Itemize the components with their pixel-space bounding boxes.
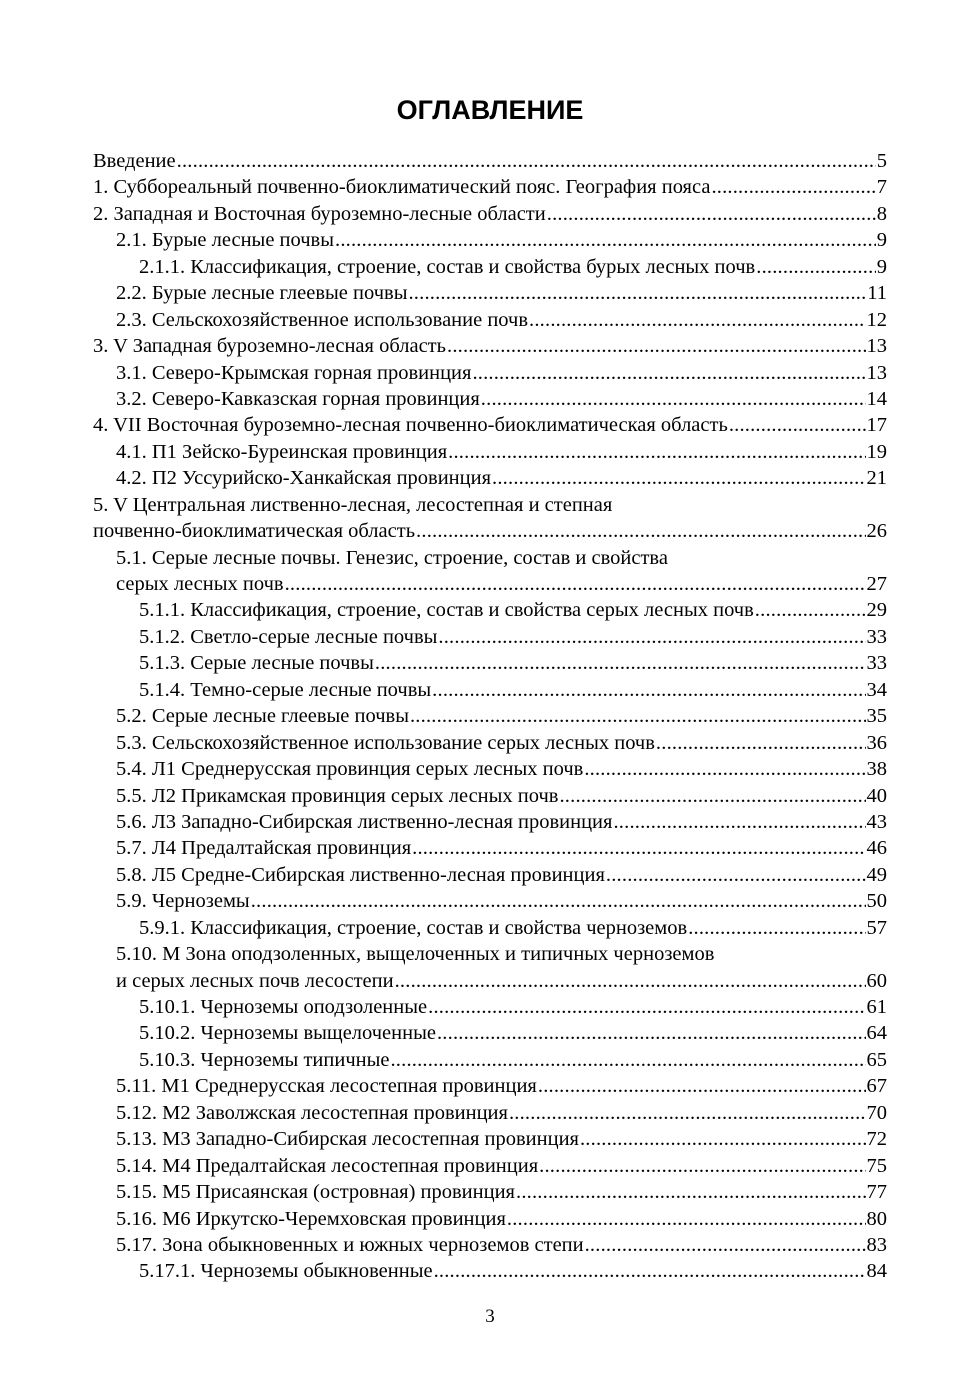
toc-entry-title-continuation: почвенно-биоклиматическая область bbox=[93, 520, 416, 543]
toc-entry-title: 5.6. Л3 Западно-Сибирская лиственно-лесная провинция bbox=[116, 810, 613, 833]
toc-entry-title: 2.1. Бурые лесные почвы bbox=[116, 229, 334, 252]
dot-leader bbox=[335, 227, 876, 253]
toc-entry-title: 5.1.3. Серые лесные почвы bbox=[139, 652, 374, 675]
toc-entry-title: Введение bbox=[93, 150, 176, 172]
toc-entry bbox=[93, 254, 887, 280]
toc-entry bbox=[93, 1179, 887, 1205]
toc-entry-page: 75 bbox=[866, 1154, 887, 1177]
dot-leader bbox=[516, 1179, 866, 1205]
toc-entry-page: 33 bbox=[866, 652, 887, 675]
toc-entry bbox=[93, 809, 887, 835]
toc-entry-heading-line bbox=[93, 545, 887, 571]
toc-entry bbox=[93, 968, 887, 994]
toc-entry-page: 27 bbox=[866, 573, 887, 595]
toc-entry-title: 4.1. П1 Зейско-Буреинская провинция bbox=[116, 440, 448, 463]
toc-entry bbox=[93, 386, 887, 412]
dot-leader bbox=[507, 1206, 866, 1232]
dot-leader bbox=[559, 783, 865, 809]
toc-entry bbox=[93, 307, 887, 333]
toc-entry-title: 5.9.1. Классификация, строение, состав и свойства черноземов bbox=[139, 916, 688, 939]
dot-leader bbox=[688, 915, 865, 941]
toc-entry bbox=[93, 333, 887, 359]
toc-entry bbox=[93, 703, 887, 729]
dot-leader bbox=[447, 333, 866, 359]
toc-entry-page: 14 bbox=[866, 387, 887, 410]
toc-entry-title-continuation: и серых лесных почв лесостепи bbox=[116, 969, 394, 992]
dot-leader bbox=[412, 835, 865, 861]
toc-entry-page: 77 bbox=[866, 1181, 887, 1204]
toc-entry-title-continuation: серых лесных почв bbox=[116, 573, 284, 595]
toc-entry bbox=[93, 148, 887, 174]
toc-entry-title: 5.7. Л4 Предалтайская провинция bbox=[116, 837, 412, 860]
toc-entry-page: 57 bbox=[866, 916, 887, 939]
toc-entry-page: 33 bbox=[866, 625, 887, 648]
toc-entry-title: 2.2. Бурые лесные глеевые почвы bbox=[116, 282, 408, 305]
toc-entry-page: 49 bbox=[866, 863, 887, 886]
toc-entry bbox=[93, 412, 887, 438]
toc-entry-page: 19 bbox=[866, 440, 887, 463]
toc-entry bbox=[93, 650, 887, 676]
toc-entry-title: 5.14. М4 Предалтайская лесостепная провинция bbox=[116, 1154, 539, 1177]
dot-leader bbox=[585, 1232, 866, 1258]
dot-leader bbox=[472, 360, 865, 386]
toc-entry-title: 2.1.1. Классификация, строение, состав и свойства бурых лесных почв bbox=[139, 255, 756, 278]
dot-leader bbox=[584, 756, 865, 782]
toc-entry-page: 13 bbox=[866, 361, 887, 384]
toc-entry-page: 26 bbox=[866, 520, 887, 543]
dot-leader bbox=[538, 1073, 866, 1099]
dot-leader bbox=[251, 888, 866, 914]
toc-entry bbox=[93, 1020, 887, 1046]
toc-entry bbox=[93, 1258, 887, 1284]
toc-entry bbox=[93, 783, 887, 809]
toc-entry-title: 5.2. Серые лесные глеевые почвы bbox=[116, 705, 409, 728]
dot-leader bbox=[375, 650, 866, 676]
toc-entry-title: 4.2. П2 Уссурийско-Ханкайская провинция bbox=[116, 467, 492, 490]
toc-entry-heading-line bbox=[93, 492, 887, 518]
toc-entry-page: 67 bbox=[866, 1075, 887, 1098]
toc-entry bbox=[93, 677, 887, 703]
toc-entry-title: 5.8. Л5 Средне-Сибирская лиственно-лесная провинция bbox=[116, 863, 605, 886]
dot-leader bbox=[410, 703, 866, 729]
dot-leader bbox=[390, 1047, 865, 1073]
toc-entry-title: 5.4. Л1 Среднерусская провинция серых лесных почв bbox=[116, 758, 584, 781]
toc-entry-page: 12 bbox=[866, 308, 887, 331]
toc-entry-page: 9 bbox=[876, 255, 887, 278]
toc-entry-title: 2. Западная и Восточная буроземно-лесные области bbox=[93, 202, 546, 225]
toc-entry-page: 83 bbox=[866, 1233, 887, 1256]
toc-entry bbox=[93, 835, 887, 861]
toc-entry-page: 34 bbox=[866, 678, 887, 701]
toc-entry bbox=[93, 862, 887, 888]
toc-entry bbox=[93, 597, 887, 623]
toc-entry-title: 5.15. М5 Присаянская (островная) провинция bbox=[116, 1181, 515, 1204]
dot-leader bbox=[408, 280, 866, 306]
dot-leader bbox=[428, 994, 865, 1020]
toc-entry-page: 21 bbox=[866, 467, 887, 490]
toc-entry-title: 5.1.1. Классификация, строение, состав и свойства серых лесных почв bbox=[139, 599, 754, 622]
page-title: ОГЛАВЛЕНИЕ bbox=[396, 95, 584, 125]
dot-leader bbox=[613, 809, 865, 835]
toc-entry-title: 3. V Западная буроземно-лесная область bbox=[93, 335, 446, 358]
toc-entry bbox=[93, 227, 887, 253]
dot-leader bbox=[437, 1020, 866, 1046]
dot-leader bbox=[729, 412, 866, 438]
toc-entry-page: 46 bbox=[866, 837, 887, 860]
toc-entry-page: 65 bbox=[866, 1048, 887, 1071]
toc-entry-title: 5.9. Черноземы bbox=[116, 890, 250, 913]
toc-entry-title: 5.10.3. Черноземы типичные bbox=[139, 1048, 390, 1071]
toc-entry-title: 1. Суббореальный почвенно-биоклиматический пояс. География пояса bbox=[93, 176, 711, 199]
toc-entry-page: 50 bbox=[866, 890, 887, 913]
toc-entry bbox=[93, 360, 887, 386]
toc-entry-page: 35 bbox=[866, 705, 887, 728]
toc-entry-page: 5 bbox=[876, 150, 887, 172]
toc-entry-title: 3.2. Северо-Кавказская горная провинция bbox=[116, 387, 480, 410]
dot-leader bbox=[547, 201, 876, 227]
toc-entry-title: 5.1. Серые лесные почвы. Генезис, строение, состав и свойства bbox=[116, 546, 668, 569]
dot-leader bbox=[539, 1153, 865, 1179]
toc-entry bbox=[93, 280, 887, 306]
dot-leader bbox=[755, 597, 866, 623]
dot-leader bbox=[756, 254, 876, 280]
toc-entry-page: 84 bbox=[866, 1260, 887, 1283]
toc-entry bbox=[93, 756, 887, 782]
toc-entry-heading-line bbox=[93, 941, 887, 967]
toc-entry-title: 5.3. Сельскохозяйственное использование серых лесных почв bbox=[116, 731, 655, 754]
toc-entry-title: 5.11. М1 Среднерусская лесостепная провинция bbox=[116, 1075, 537, 1098]
toc-entry-page: 17 bbox=[866, 414, 887, 437]
dot-leader bbox=[606, 862, 866, 888]
toc-entry-title: 5.10.2. Черноземы выщелоченные bbox=[139, 1022, 436, 1045]
toc-entry bbox=[93, 888, 887, 914]
toc-entry-page: 29 bbox=[866, 599, 887, 622]
toc-entry-title: 5.10. М Зона оподзоленных, выщелоченных и типичных черноземов bbox=[116, 943, 715, 966]
dot-leader bbox=[434, 1258, 866, 1284]
toc-entry bbox=[93, 439, 887, 465]
toc-entry bbox=[93, 1206, 887, 1232]
dot-leader bbox=[285, 571, 866, 597]
dot-leader bbox=[656, 730, 866, 756]
toc-entry bbox=[93, 994, 887, 1020]
toc-entry-page: 7 bbox=[876, 176, 887, 199]
toc-entry-title: 2.3. Сельскохозяйственное использование почв bbox=[116, 308, 529, 331]
toc-entry-title: 5.17.1. Черноземы обыкновенные bbox=[139, 1260, 433, 1283]
toc-entry bbox=[93, 624, 887, 650]
toc-entry-title: 5.10.1. Черноземы оподзоленные bbox=[139, 996, 428, 1018]
dot-leader bbox=[432, 677, 865, 703]
dot-leader bbox=[395, 968, 866, 994]
toc-entry-title: 5.1.2. Светло-серые лесные почвы bbox=[139, 625, 438, 648]
toc-entry-page: 60 bbox=[866, 969, 887, 992]
toc-entry bbox=[93, 201, 887, 227]
dot-leader bbox=[529, 307, 865, 333]
toc-entry-page: 64 bbox=[866, 1022, 887, 1045]
toc-entry-page: 8 bbox=[876, 202, 887, 225]
toc-entry-page: 36 bbox=[866, 731, 887, 754]
toc-entry-page: 72 bbox=[866, 1128, 887, 1151]
toc-entry-title: 3.1. Северо-Крымская горная провинция bbox=[116, 361, 472, 384]
toc-entry-title: 4. VII Восточная буроземно-лесная почвенно-биоклиматическая область bbox=[93, 414, 728, 437]
toc-entry bbox=[93, 915, 887, 941]
dot-leader bbox=[416, 518, 865, 544]
toc-entry-page: 80 bbox=[866, 1207, 887, 1230]
toc-entry-title: 5.1.4. Темно-серые лесные почвы bbox=[139, 678, 432, 701]
toc-entry bbox=[93, 1073, 887, 1099]
toc-entry-page: 40 bbox=[866, 784, 887, 807]
toc-entry-title: 5.12. М2 Заволжская лесостепная провинция bbox=[116, 1101, 508, 1124]
toc-entry-title: 5.16. М6 Иркутско-Черемховская провинция bbox=[116, 1207, 506, 1230]
dot-leader bbox=[509, 1100, 866, 1126]
toc-entry bbox=[93, 518, 887, 544]
page-number: 3 bbox=[485, 1306, 495, 1327]
toc-entry-page: 9 bbox=[876, 229, 887, 252]
toc-entry-title: 5.5. Л2 Прикамская провинция серых лесных почв bbox=[116, 784, 559, 807]
dot-leader bbox=[580, 1126, 866, 1152]
toc-entry bbox=[93, 1047, 887, 1073]
toc-entry bbox=[93, 1126, 887, 1152]
toc-entry-page: 43 bbox=[866, 810, 887, 833]
dot-leader bbox=[481, 386, 866, 412]
toc-entry-title: 5.13. М3 Западно-Сибирская лесостепная провинция bbox=[116, 1128, 579, 1151]
dot-leader bbox=[448, 439, 865, 465]
toc-entry-page: 70 bbox=[866, 1101, 887, 1124]
toc-entry bbox=[93, 1232, 887, 1258]
toc-entry-page: 61 bbox=[866, 996, 887, 1018]
toc-entry-page: 13 bbox=[866, 335, 887, 358]
toc-entry-page: 38 bbox=[866, 758, 887, 781]
toc-entry bbox=[93, 465, 887, 491]
toc-entry bbox=[93, 1100, 887, 1126]
toc-entry-title: 5. V Центральная лиственно-лесная, лесостепная и степная bbox=[93, 493, 613, 516]
dot-leader bbox=[177, 148, 876, 174]
table-of-contents bbox=[93, 148, 887, 1285]
toc-entry bbox=[93, 174, 887, 200]
dot-leader bbox=[711, 174, 875, 200]
dot-leader bbox=[492, 465, 865, 491]
toc-entry-title: 5.17. Зона обыкновенных и южных черноземов степи bbox=[116, 1233, 584, 1256]
toc-entry bbox=[93, 1153, 887, 1179]
toc-entry-page: 11 bbox=[867, 282, 887, 305]
toc-entry bbox=[93, 571, 887, 597]
toc-entry bbox=[93, 730, 887, 756]
dot-leader bbox=[438, 624, 865, 650]
